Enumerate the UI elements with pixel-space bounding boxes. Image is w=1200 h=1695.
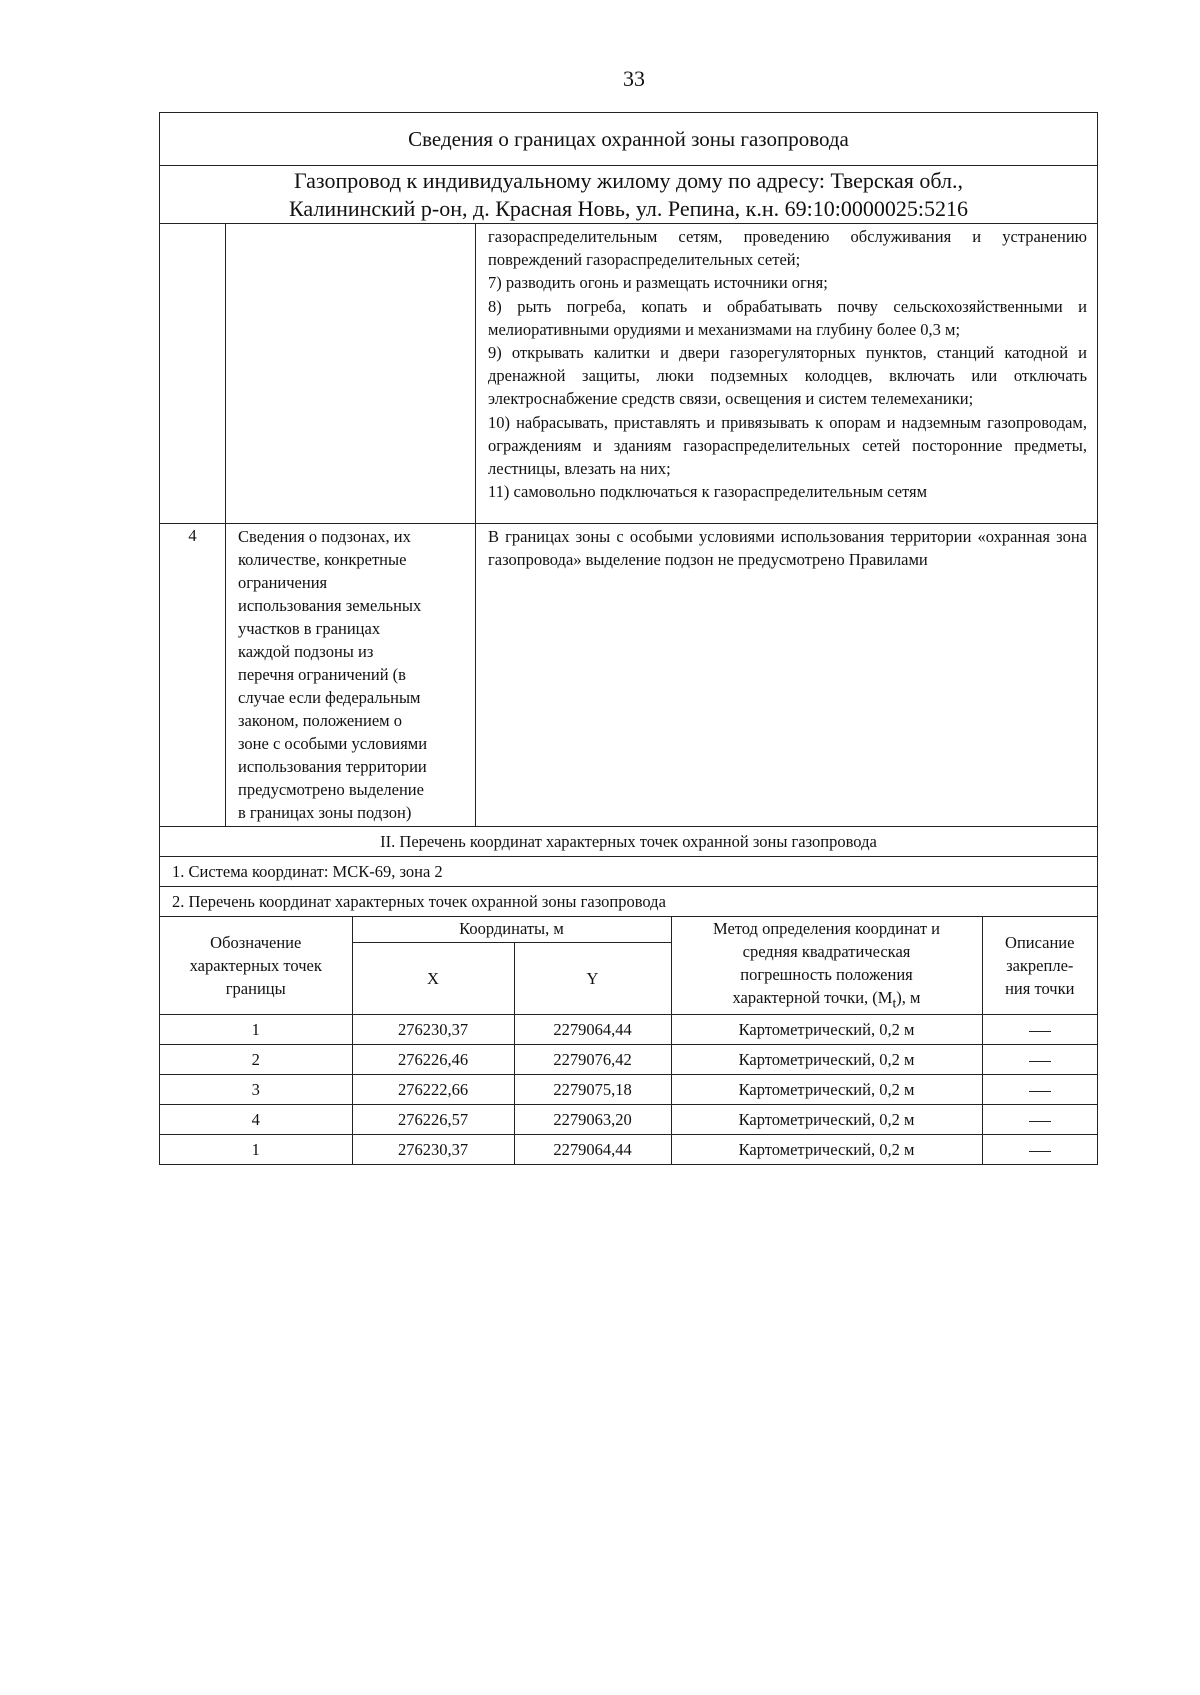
restriction-paragraph: 9) открывать калитки и двери газорегуляторных пунктов, станций катодной и дренажной защиты, люки подземных колодцев, включать или отключать электроснабжение средств связи, освещения и систем телемеханики; — [488, 343, 1087, 409]
subzones-name-line: предусмотрено выделение — [238, 780, 424, 799]
restrictions-text-cell — [476, 224, 1097, 523]
table-row — [160, 1075, 1097, 1105]
subzones-name-line: количестве, конкретные — [238, 550, 407, 569]
dash-mark — [1029, 1091, 1051, 1092]
pipeline-address — [160, 166, 1097, 224]
x-cell: 276222,66 — [352, 1075, 514, 1105]
point-cell: 4 — [160, 1105, 352, 1135]
coordinate-system: 1. Система координат: МСК-69, зона 2 — [160, 857, 1097, 887]
y-cell: 2279076,42 — [514, 1045, 671, 1075]
restriction-paragraph: 8) рыть погреба, копать и обрабатывать почву сельскохозяйственными и мелиоративными орудиями и механизмами на глубину более 0,3 м; — [488, 296, 1087, 339]
method-header-line: Метод определения координат и — [713, 919, 940, 938]
subzones-name-line: перечня ограничений (в — [238, 665, 406, 684]
restriction-paragraph: газораспределительным сетям, проведению обслуживания и устранению повреждений газораспределительных сетей; — [488, 227, 1087, 270]
description-header-line: Описание — [1005, 933, 1075, 953]
description-header-line: закрепле- — [1006, 956, 1074, 976]
row-number-cell: 4 — [160, 524, 226, 826]
method-header-line: средняя квадратическая — [742, 942, 911, 961]
method-cell: Картометрический, 0,2 м — [671, 1135, 982, 1165]
point-cell: 1 — [160, 1135, 352, 1165]
subzones-name-line: ограничения — [238, 573, 328, 592]
method-cell: Картометрический, 0,2 м — [671, 1015, 982, 1045]
subzones-text-cell — [476, 524, 1097, 826]
table-row — [160, 1015, 1097, 1045]
designation-header-line: Обозначение — [210, 933, 302, 953]
description-cell — [982, 1135, 1097, 1165]
method-header-subscript: t — [892, 995, 897, 1011]
designation-header-line: характерных точек — [189, 956, 322, 976]
pipeline-address-line-1: Газопровод к индивидуальному жилому дому по адресу: Тверская обл., — [293, 167, 964, 193]
y-cell: 2279064,44 — [514, 1015, 671, 1045]
description-header-line: ния точки — [1005, 979, 1075, 999]
designation-header — [160, 917, 352, 1015]
dash-mark — [1029, 1151, 1051, 1152]
description-cell — [982, 1105, 1097, 1135]
y-header: Y — [514, 942, 671, 1015]
subzones-name-line: случае если федеральным — [238, 688, 421, 707]
x-cell: 276226,57 — [352, 1105, 514, 1135]
y-cell: 2279075,18 — [514, 1075, 671, 1105]
y-cell: 2279064,44 — [514, 1135, 671, 1165]
method-cell: Картометрический, 0,2 м — [671, 1075, 982, 1105]
pipeline-address-line-2: Калининский р-он, д. Красная Новь, ул. Репина, к.н. 69:10:0000025:5216 — [289, 195, 968, 221]
x-cell: 276230,37 — [352, 1015, 514, 1045]
subzones-name-cell — [226, 524, 476, 826]
row-name-cell — [226, 224, 476, 523]
subzones-text: В границах зоны с особыми условиями использования территории «охранная зона газопровода» выделение подзон не предусмотрено Правилами — [488, 527, 1087, 570]
dash-mark — [1029, 1031, 1051, 1032]
coordinates-list-title: 2. Перечень координат характерных точек охранной зоны газопровода — [160, 887, 1097, 917]
table-row — [160, 1105, 1097, 1135]
x-cell: 276230,37 — [352, 1135, 514, 1165]
document-title: Сведения о границах охранной зоны газопровода — [160, 113, 1097, 166]
coordinates-header: Координаты, м — [352, 917, 671, 942]
point-cell: 1 — [160, 1015, 352, 1045]
point-cell: 2 — [160, 1045, 352, 1075]
row-number-cell — [160, 224, 226, 523]
designation-header-line: границы — [225, 979, 286, 999]
section-2-title: II. Перечень координат характерных точек охранной зоны газопровода — [160, 827, 1097, 857]
description-cell — [982, 1045, 1097, 1075]
method-cell: Картометрический, 0,2 м — [671, 1045, 982, 1075]
x-header: X — [352, 942, 514, 1015]
subzones-name-line: использования территории — [238, 757, 427, 776]
dash-mark — [1029, 1061, 1051, 1062]
description-cell — [982, 1075, 1097, 1105]
x-cell: 276226,46 — [352, 1045, 514, 1075]
subzones-name-line: зоне с особыми условиями — [238, 734, 428, 753]
restriction-paragraph: 7) разводить огонь и размещать источники огня; — [488, 273, 828, 293]
table-row — [160, 1135, 1097, 1165]
subzones-row — [160, 524, 1097, 827]
description-header — [982, 917, 1097, 1015]
method-header-line — [672, 986, 982, 1014]
subzones-name-line: Сведения о подзонах, их — [238, 527, 411, 546]
point-cell: 3 — [160, 1075, 352, 1105]
restrictions-continuation-row — [160, 224, 1097, 524]
y-cell: 2279063,20 — [514, 1105, 671, 1135]
restriction-paragraph: 11) самовольно подключаться к газораспределительным сетям — [488, 482, 928, 502]
zone-boundary-document — [159, 112, 1098, 1165]
method-cell: Картометрический, 0,2 м — [671, 1105, 982, 1135]
method-header-line: погрешность положения — [740, 965, 913, 984]
subzones-name-line: каждой подзоны из — [238, 642, 374, 661]
subzones-name-line: участков в границах — [238, 619, 381, 638]
method-header — [671, 917, 982, 1015]
restriction-paragraph: 10) набрасывать, приставлять и привязывать к опорам и надземным газопроводам, ограждениям и зданиям газораспределительных сетей посторонние предметы, лестницы, влезать на них; — [488, 412, 1087, 479]
subzones-name-line: использования земельных — [238, 596, 422, 615]
method-header-suffix: ), м — [896, 988, 921, 1007]
dash-mark — [1029, 1121, 1051, 1122]
description-cell — [982, 1015, 1097, 1045]
coordinates-table — [160, 917, 1097, 1164]
subzones-name-line: законом, положением о — [238, 711, 402, 730]
subzones-name-line: в границах зоны подзон) — [238, 803, 412, 822]
table-row — [160, 1045, 1097, 1075]
method-header-prefix: характерной точки, (M — [732, 988, 893, 1007]
coordinates-table-wrapper — [160, 917, 1097, 1164]
page-number: 33 — [623, 66, 645, 91]
